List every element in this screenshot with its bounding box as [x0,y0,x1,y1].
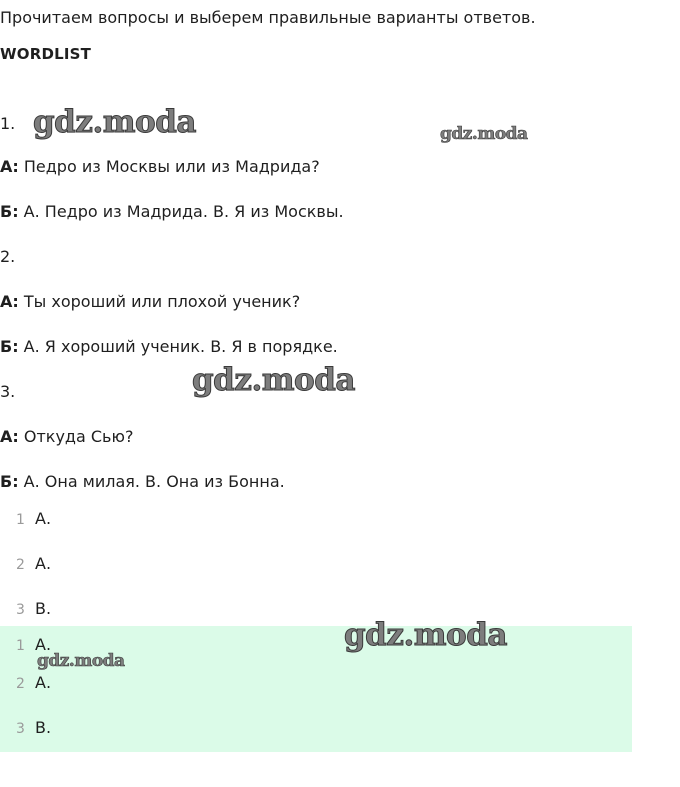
options-text: А. Педро из Мадрида. В. Я из Москвы. [18,202,344,221]
question-line [0,292,300,312]
wordlist-heading: WORDLIST [0,45,92,63]
answer-row [0,716,632,761]
speaker-label: Б: [0,337,19,356]
watermark-logo: gdz.moda [37,651,125,671]
answer-number: 1 [16,512,25,528]
answer-value: А. [35,554,52,573]
answer-list [0,507,632,642]
speaker-label: А: [0,427,19,446]
watermark-logo: gdz.moda [33,104,196,140]
speaker-label: Б: [0,202,19,221]
watermark-logo: gdz.moda [344,617,507,653]
answer-value: А. [35,635,52,654]
options-text: А. Она милая. В. Она из Бонна. [18,472,285,491]
question-line [0,157,320,177]
answer-value: А. [35,509,52,528]
answer-number: 2 [16,557,25,573]
answer-list-highlighted [0,626,632,752]
answer-value: В. [35,718,52,737]
item-number: 2. [0,247,16,266]
options-line [0,202,344,222]
watermark-logo: gdz.moda [192,362,355,398]
answer-number: 1 [16,638,25,654]
options-line [0,472,285,492]
options-text: А. Я хороший ученик. В. Я в порядке. [18,337,338,356]
answer-number: 3 [16,721,25,737]
question-text: Ты хороший или плохой ученик? [18,292,301,311]
speaker-label: А: [0,157,19,176]
item-number: 3. [0,382,16,401]
question-text: Педро из Москвы или из Мадрида? [18,157,320,176]
intro-text: Прочитаем вопросы и выберем правильные варианты ответов. [0,8,536,27]
watermark-logo: gdz.moda [440,124,528,144]
question-line [0,427,133,447]
item-number: 1. [0,114,16,133]
answer-value: В. [35,599,52,618]
speaker-label: А: [0,292,19,311]
answer-row [0,671,632,716]
answer-number: 2 [16,676,25,692]
answer-row [0,507,632,552]
answer-number: 3 [16,602,25,618]
speaker-label: Б: [0,472,19,491]
answer-value: А. [35,673,52,692]
answer-row [0,552,632,597]
question-text: Откуда Сью? [18,427,134,446]
options-line [0,337,338,357]
